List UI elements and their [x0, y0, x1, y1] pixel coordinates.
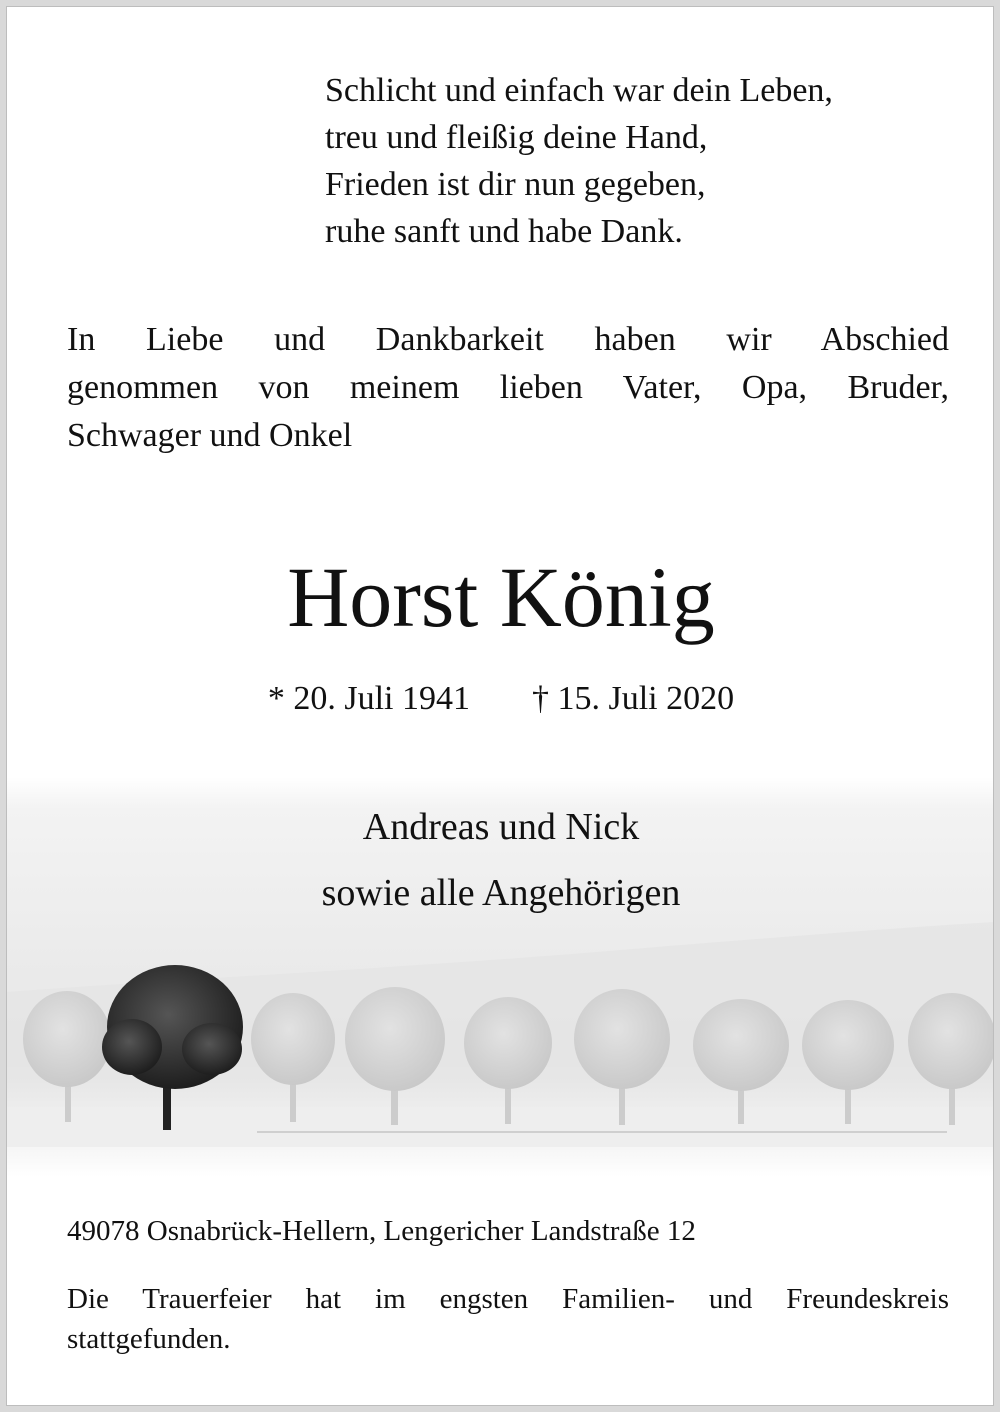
- address: 49078 Osnabrück-Hellern, Lengericher Landstraße 12: [67, 1215, 696, 1247]
- intro-line: genommen von meinem lieben Vater, Opa, Bruder,: [67, 369, 949, 406]
- mourners: [7, 794, 994, 926]
- mourners-line: sowie alle Angehörigen: [321, 872, 681, 914]
- poem-line: treu und fleißig deine Hand,: [325, 119, 708, 156]
- death-date: † 15. Juli 2020: [532, 680, 735, 717]
- intro-line: In Liebe und Dankbarkeit haben wir Abschied: [67, 321, 949, 358]
- intro-text: [67, 316, 949, 460]
- poem: [325, 67, 833, 255]
- birth-date: * 20. Juli 1941: [267, 680, 470, 717]
- deceased-name: Horst König: [287, 549, 715, 645]
- poem-line: Frieden ist dir nun gegeben,: [325, 166, 706, 203]
- poem-line: ruhe sanft und habe Dank.: [325, 213, 683, 250]
- ceremony-line: Die Trauerfeier hat im engsten Familien- und Freundeskreis: [67, 1283, 949, 1315]
- obituary-notice: [6, 6, 994, 1406]
- ceremony-line: stattgefunden.: [67, 1323, 231, 1355]
- intro-line: Schwager und Onkel: [67, 417, 353, 454]
- life-dates: [7, 677, 994, 721]
- poem-line: Schlicht und einfach war dein Leben,: [325, 72, 833, 109]
- mourners-line: Andreas und Nick: [362, 806, 640, 848]
- ceremony-note: [67, 1279, 949, 1359]
